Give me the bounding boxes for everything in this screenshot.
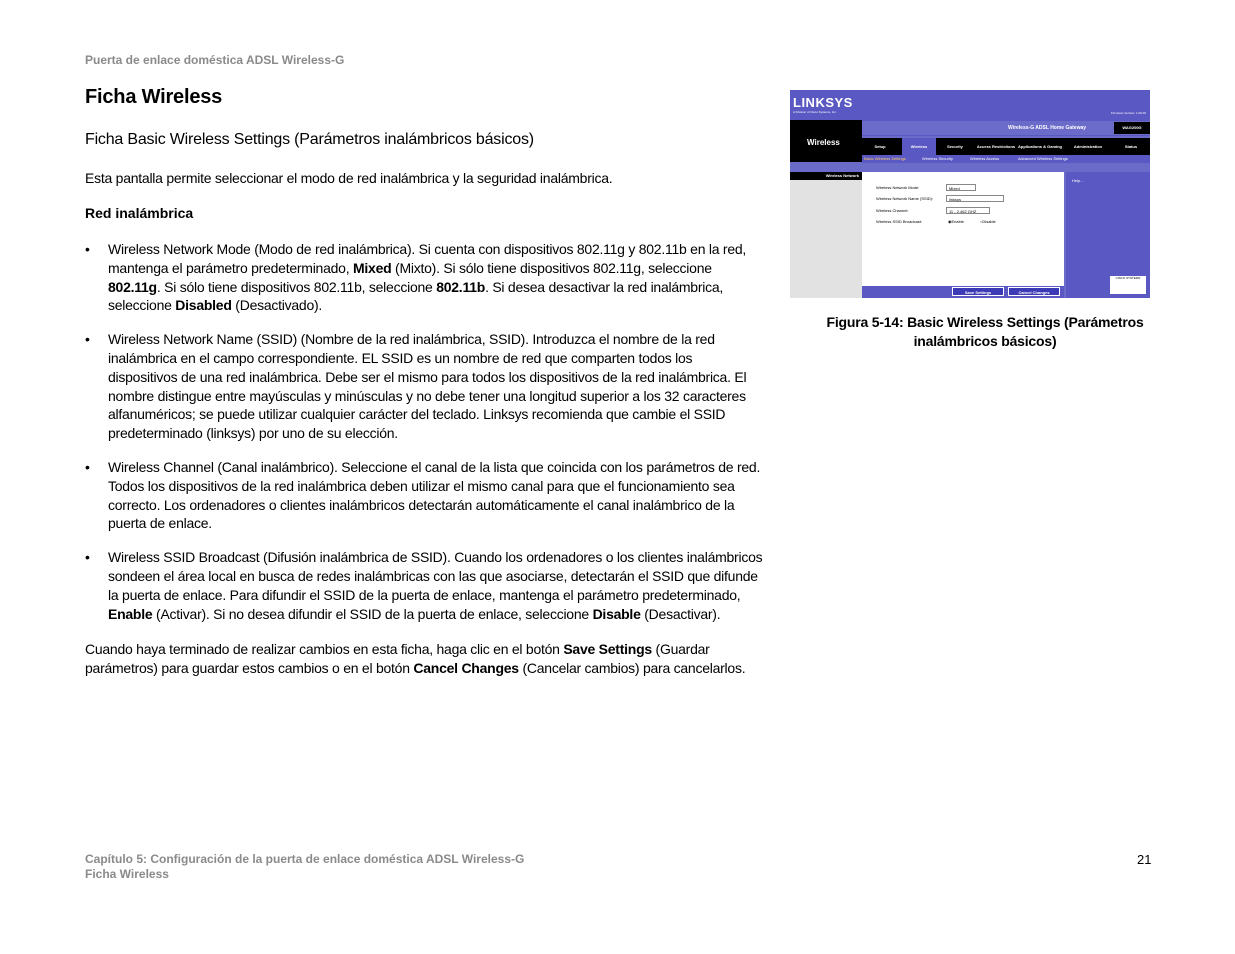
subheading: Red inalámbrica: [85, 205, 194, 221]
footer-section: Ficha Wireless: [85, 867, 169, 881]
field-label-ssid: Wireless Network Name (SSID):: [876, 196, 934, 201]
bullet-text: Wireless Channel (Canal inalámbrico). Seleccione el canal de la lista que coincida con los parámetros de red. Todos los dispositivos de la red inalámbrica deben utilizar el mismo canal para que el funcionamiento sea correcto. Los ordenadores o clientes inalámbricos detectarán automáticamente el canal inalámbrico de la puerta de enlace.: [108, 458, 761, 532]
product-strip: [862, 121, 1150, 135]
field-label-broadcast: Wireless SSID Broadcast:: [876, 219, 923, 224]
closing-bold: Save Settings: [563, 641, 652, 657]
linksys-logo: LINKSYS: [793, 95, 853, 110]
bullet-list: [85, 240, 765, 638]
tab-wireless[interactable]: Wireless: [902, 138, 936, 155]
bullet-text: (Activar). Si no desea difundir el SSID de la puerta de enlace, seleccione: [152, 605, 593, 622]
bullet-bold: Enable: [108, 605, 153, 622]
bullet-text: Wireless Network Mode (Modo de red inalámbrica). Si cuenta con dispositivos 802.11g y 802.11b en la red, mantenga el parámetro predeterminado,: [108, 241, 747, 276]
footer-chapter: Capítulo 5: Configuración de la puerta de enlace doméstica ADSL Wireless-G: [85, 852, 525, 866]
firmware-version: Firmware Version: 1.00.00: [1110, 111, 1146, 115]
ssid-input[interactable]: linksys: [946, 195, 1004, 202]
bullet-bold: 802.11g: [108, 278, 157, 295]
bullet-text: Wireless SSID Broadcast (Difusión inalámbrica de SSID). Cuando los ordenadores o los clientes inalámbricos sondeen el área local en busca de redes inalámbricas con las que asociarse, detectarán el SSID que difunde la puerta de enlace. Para difundir el SSID de la puerta de enlace, mantenga el parámetro predeterminado,: [108, 549, 763, 603]
bullet-bold: Disabled: [175, 297, 232, 314]
bullet-bold: Mixed: [352, 259, 392, 276]
radio-disable[interactable]: ○Disable: [980, 219, 996, 224]
bullet-symbol: •: [85, 241, 90, 257]
tab-security[interactable]: Security: [947, 144, 963, 149]
save-settings-button[interactable]: Save Settings: [952, 287, 1004, 296]
bullet-text: (Mixto). Si sólo tiene dispositivos 802.11g, seleccione: [391, 259, 712, 276]
network-mode-select[interactable]: Mixed: [946, 184, 976, 191]
cancel-changes-button[interactable]: Cancel Changes: [1008, 287, 1060, 296]
caption-line-2: inalámbricos básicos): [913, 333, 1057, 349]
bullet-symbol: •: [85, 549, 90, 566]
bullet-channel: [85, 458, 765, 533]
tab-administration[interactable]: Administration: [1073, 144, 1103, 149]
cisco-logo: CISCO SYSTEMS: [1110, 276, 1146, 294]
closing-text: (Guardar parámetros) para guardar estos cambios o en el botón: [85, 641, 710, 676]
tab-status[interactable]: Status: [1124, 144, 1138, 149]
product-name: Wireless-G ADSL Home Gateway: [1008, 125, 1087, 131]
help-link[interactable]: Help...: [1072, 178, 1084, 183]
bullet-network-name: [85, 330, 765, 443]
bullet-symbol: •: [85, 458, 90, 475]
bullet-symbol: •: [85, 331, 90, 348]
bullet-text: (Desactivar).: [640, 605, 721, 622]
page-title: Ficha Wireless: [85, 86, 223, 108]
closing-paragraph: [85, 640, 765, 678]
bullet-bold: 802.11b: [436, 278, 486, 295]
bullet-text: . Si sólo tiene dispositivos 802.11b, seleccione: [156, 278, 437, 295]
bullet-text: . Si desea desactivar la red inalámbrica, seleccione: [108, 278, 724, 314]
bullet-text: Wireless Network Name (SSID) (Nombre de la red inalámbrica, SSID). Introduzca el nombre de la red inalámbrica en el campo correspondiente. EL SSID es un nombre de red que comparten todos los dispositivos de una red inalámbrica. Debe ser el mismo para todos los dispositivos de la red inalámbrica. El nombre distingue entre mayúsculas y minúsculas y no debe tener una longitud superior a los 32 caracteres alfanuméricos; se puede utilizar cualquier carácter del teclado. Linksys recomienda que cambie el SSID predeterminado (linksys) por uno de su elección.: [108, 331, 747, 442]
subtab-wireless-access[interactable]: Wireless Access: [970, 156, 1000, 161]
closing-bold: Cancel Changes: [413, 659, 519, 676]
router-screenshot-figure: [790, 90, 1150, 298]
model-badge: WAG200G: [1114, 122, 1150, 134]
subtab-basic-wireless[interactable]: Basic Wireless Settings: [864, 156, 906, 161]
radio-enable-label: Enable: [951, 219, 964, 224]
bullet-bold: Disable: [592, 605, 641, 622]
figure-caption: [790, 313, 1180, 351]
bullet-text: (Desactivado).: [231, 297, 323, 314]
field-label-mode: Wireless Network Mode:: [876, 185, 920, 190]
channel-select[interactable]: 11 - 2.462 GHZ: [946, 207, 990, 214]
radio-enable[interactable]: ◉Enable: [948, 219, 964, 224]
subtab-wireless-security[interactable]: Wireless Security: [922, 156, 953, 161]
tab-applications-gaming[interactable]: Applications & Gaming: [1018, 144, 1063, 149]
tab-setup[interactable]: Setup: [874, 144, 886, 149]
closing-text: (Cancelar cambios) para cancelarlos.: [518, 659, 746, 676]
tab-access-restrictions[interactable]: Access Restrictions: [976, 144, 1016, 149]
subtab-advanced-wireless[interactable]: Advanced Wireless Settings: [1018, 156, 1068, 161]
section-subtitle: Ficha Basic Wireless Settings (Parámetros inalámbricos básicos): [85, 131, 534, 148]
left-column: [790, 172, 862, 298]
field-label-channel: Wireless Channel:: [876, 208, 909, 213]
page-number: 21: [1137, 852, 1152, 867]
logo-subtitle: A Division of Cisco Systems, Inc.: [793, 110, 837, 114]
closing-text: Cuando haya terminado de realizar cambios en esta ficha, haga clic en el botón: [85, 641, 564, 657]
caption-line-1: Figura 5-14: Basic Wireless Settings (Parámetros: [826, 314, 1144, 330]
bullet-network-mode: [85, 240, 765, 315]
left-heading: Wireless Network: [790, 172, 862, 180]
section-label: Wireless: [807, 138, 840, 147]
intro-paragraph: Esta pantalla permite seleccionar el modo de red inalámbrica y la seguridad inalámbrica.: [85, 170, 613, 186]
radio-disable-label: Disable: [982, 219, 996, 224]
bullet-ssid-broadcast: [85, 548, 765, 623]
running-header: Puerta de enlace doméstica ADSL Wireless-G: [85, 53, 345, 67]
